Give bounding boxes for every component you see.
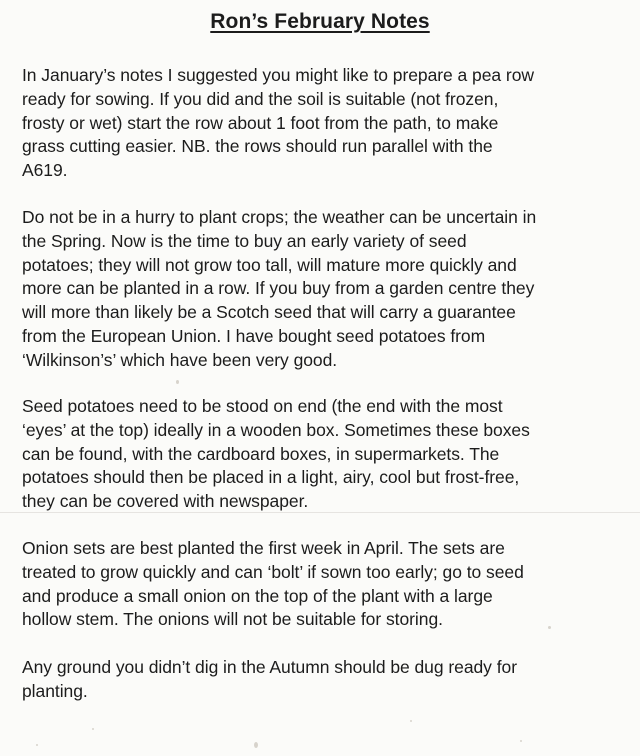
paragraph-line: will more than likely be a Scotch seed that will carry a guarantee [22,302,516,323]
paragraph-chitting [22,395,630,514]
paragraph-line: can be found, with the cardboard boxes, in supermarkets. The [22,443,500,464]
paragraph-line: Do not be in a hurry to plant crops; the weather can be uncertain in [22,207,537,227]
scan-speck [176,380,179,384]
paragraph-line: Onion sets are best planted the first week in April. The sets are [22,538,505,558]
paragraph-line: potatoes; they will not grow too tall, will mature more quickly and [22,254,517,275]
paragraph-seed-potatoes [22,206,630,373]
scan-speck [548,626,551,629]
paragraph-line: In January’s notes I suggested you might like to prepare a pea row [22,65,534,85]
paragraph-line: hollow stem. The onions will not be suitable for storing. [22,609,443,630]
paragraph-onion-sets [22,537,630,632]
paragraph-line: ‘eyes’ at the top) ideally in a wooden box. Sometimes these boxes [22,419,530,440]
paragraph-line: more can be planted in a row. If you buy from a garden centre they [22,278,535,299]
paragraph-pea-row [22,64,630,183]
paragraph-line: Any ground you didn’t dig in the Autumn should be dug ready for [22,657,517,677]
paragraph-line: and produce a small onion on the top of the plant with a large [22,585,493,606]
scan-speck [254,742,258,748]
paragraph-line: frosty or wet) start the row about 1 foot from the path, to make [22,112,499,133]
scan-speck [92,728,94,730]
scan-speck [410,720,412,722]
paragraph-line: grass cutting easier. NB. the rows should run parallel with the [22,136,493,157]
paragraph-line: A619. [22,160,68,181]
paragraph-line: planting. [22,680,88,701]
paragraph-line: they can be covered with newspaper. [22,491,309,512]
paragraph-line: ‘Wilkinson’s’ which have been very good. [22,349,338,370]
scan-speck [36,744,38,746]
paragraph-line: the Spring. Now is the time to buy an early variety of seed [22,230,467,251]
paragraph-line: ready for sowing. If you did and the soil is suitable (not frozen, [22,88,499,109]
page-title: Ron’s February Notes [210,10,430,33]
paragraph-digging [22,656,630,704]
paragraph-line: treated to grow quickly and can ‘bolt’ if sown too early; go to seed [22,561,524,582]
paragraph-line: potatoes should then be placed in a light, airy, cool but frost-free, [22,467,520,488]
paragraph-line: Seed potatoes need to be stood on end (the end with the most [22,396,503,416]
paragraph-line: from the European Union. I have bought seed potatoes from [22,325,486,346]
scan-speck [520,740,522,742]
